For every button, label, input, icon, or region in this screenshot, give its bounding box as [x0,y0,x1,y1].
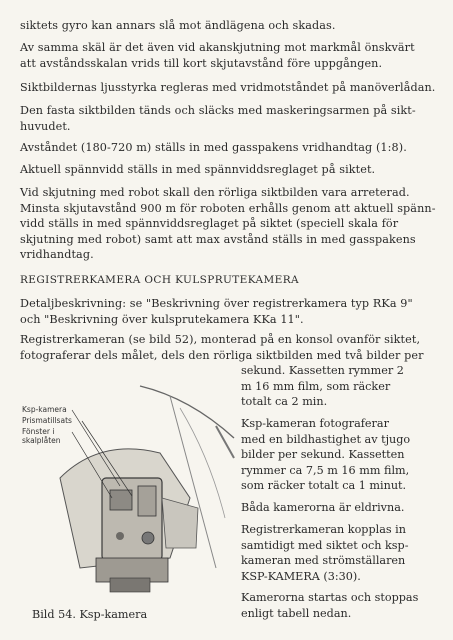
label-skalplaten: skalplåten [22,436,61,445]
right-paragraph-kassett: sekund. Kassetten rymmer 2 m 16 mm film, som räcker totalt ca 2 min. [241,364,404,408]
paragraph-akanskjutning: Av samma skäl är det även vid akanskjutning mot markmål önskvärt att avståndsskalan vrids till kort skjutavstånd före uppgången. [20,41,415,70]
paragraph-spannvidd: Aktuell spännvidd ställs in med spännviddsreglaget på siktet. [20,163,376,176]
paragraph-gyro: siktets gyro kan annars slå mot ändlägena och skadas. [20,19,336,32]
paragraph-avstandet: Avståndet (180-720 m) ställs in med gasspakens vridhandtag (1:8). [20,141,407,154]
right-paragraph-startas: Kamerorna startas och stoppas enligt tabell nedan. [241,591,419,620]
right-paragraph-ksp-kameran: Ksp-kameran fotograferar med en bildhastighet av tjugo bilder per sekund. Kassetten rymmer ca 7,5 m 16 mm film, som räcker totalt ca 1 minut. [241,417,411,492]
label-prismatillsats: Prismatillsats [22,416,72,425]
ksp-kamera-figure [20,378,238,600]
paragraph-fasta-siktbilden: Den fasta siktbilden tänds och släcks med maskeringsarmen på sikt- huvudet. [20,104,416,133]
paragraph-robot: Vid skjutning med robot skall den rörliga siktbilden vara arreterad. Minsta skjutavstånd 900 m för roboten erhålls genom att aktuell spänn- vidd ställs in med spännviddsreglaget på siktet (speciell skala för skjutning med robot) samt att max avstånd ställs in med gasspakens vridhandtag. [20,186,436,261]
label-fonster-i: Fönster i [22,427,55,436]
right-paragraph-eldrivna: Båda kamerorna är eldrivna. [241,501,405,514]
paragraph-ljusstyrka: Siktbildernas ljusstyrka regleras med vridmotståndet på manöverlådan. [20,81,436,94]
figure-caption: Bild 54. Ksp-kamera [32,608,148,621]
section-heading: REGISTRERKAMERA OCH KULSPRUTEKAMERA [20,274,300,286]
right-paragraph-kopplas-in: Registrerkameran kopplas in samtidigt med siktet och ksp- kameran med strömställaren KSP-KAMERA (3:30). [241,523,409,583]
paragraph-detaljbeskrivning: Detaljbeskrivning: se "Beskrivning över registrerkamera typ RKa 9" och "Beskrivning över kulsprutekamera KKa 11". [20,297,413,326]
paragraph-registrerkameran: Registrerkameran (se bild 52), monterad på en konsol ovanför siktet, fotograferar dels målet, dels den rörliga siktbilden med två bilder per [20,333,424,362]
label-ksp-kamera: Ksp-kamera [22,405,67,414]
camera-illustration [20,378,238,600]
